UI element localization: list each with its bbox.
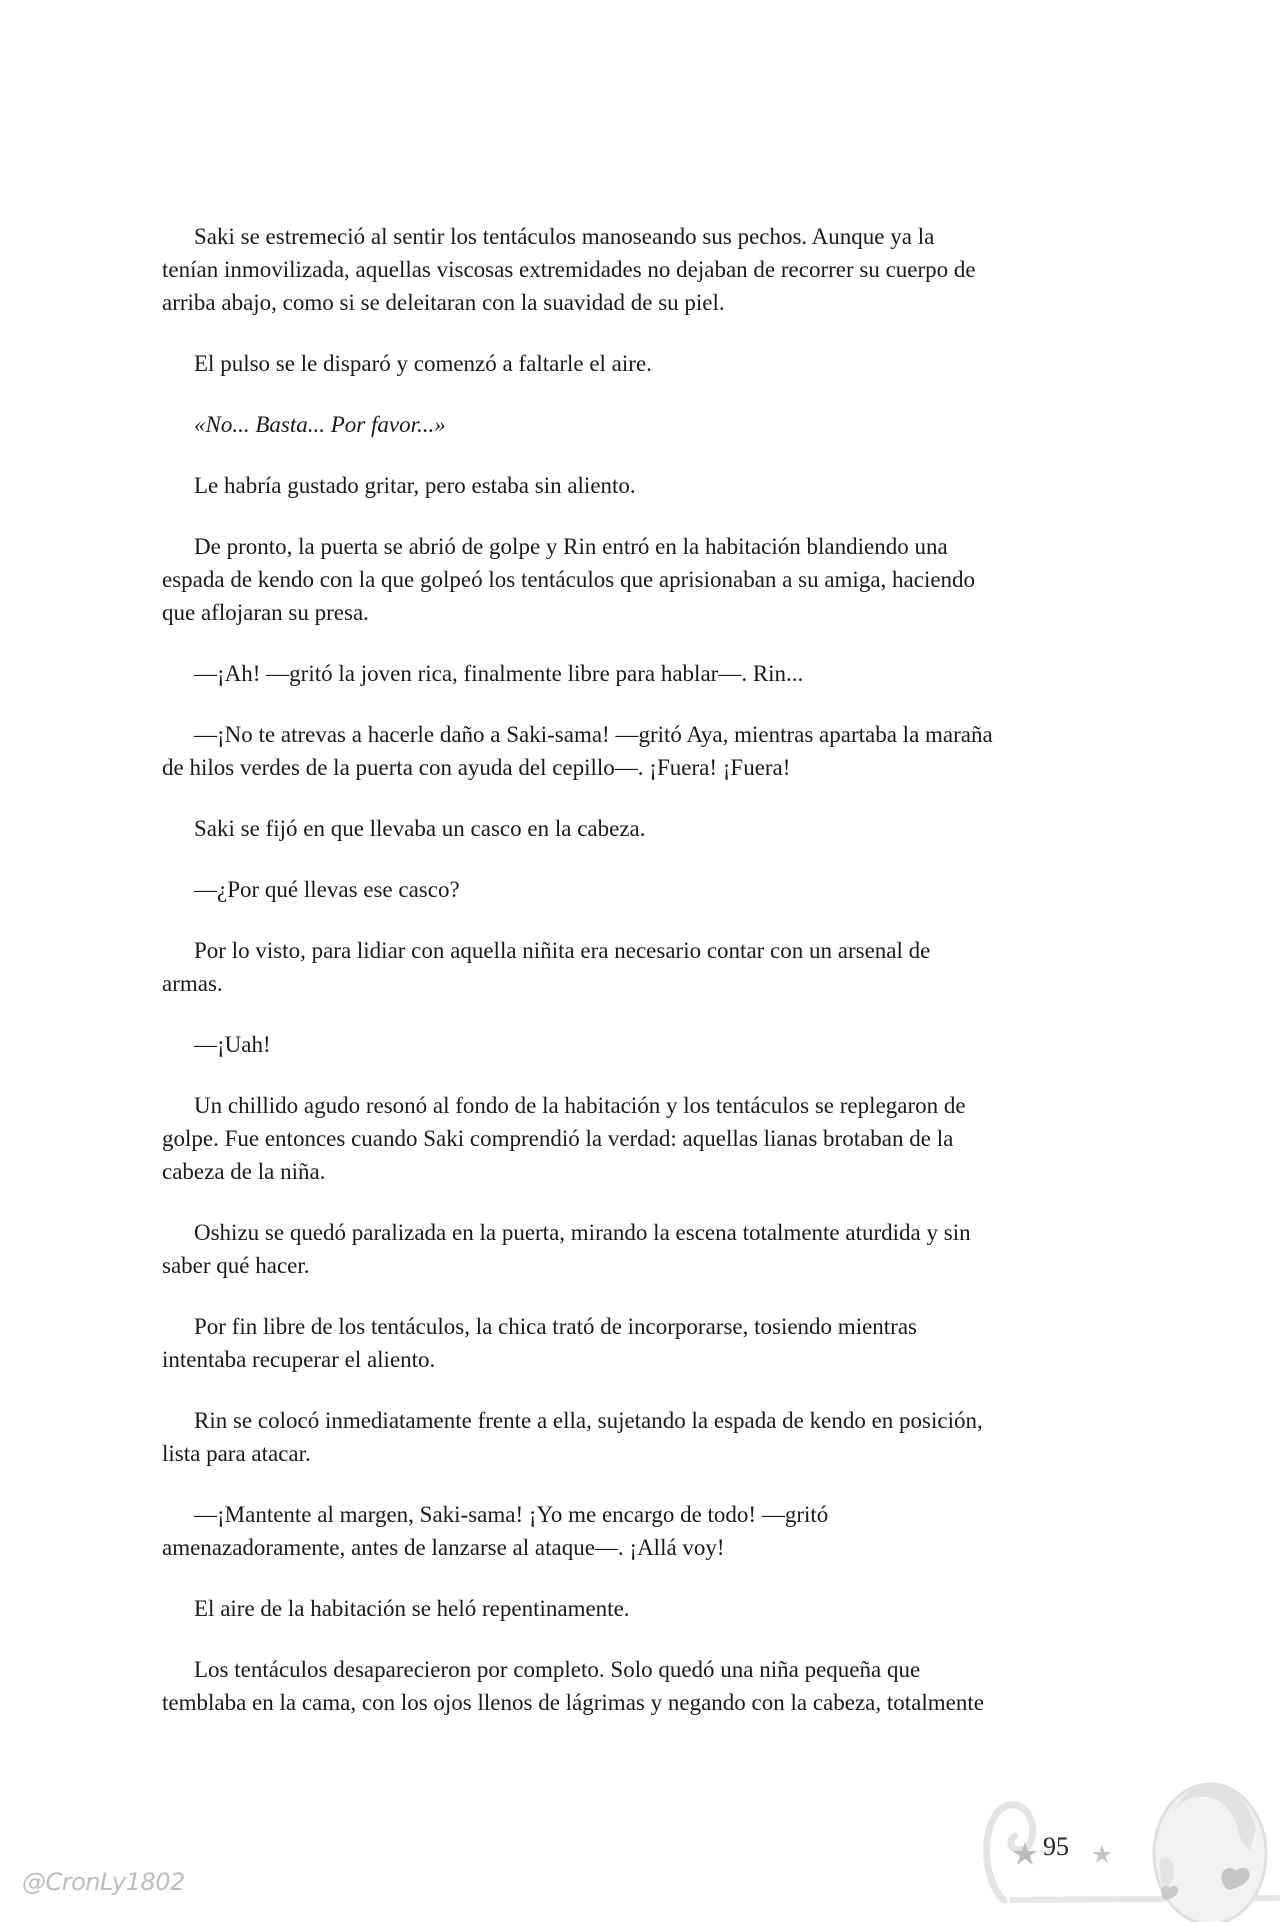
text-line: Por lo visto, para lidiar con aquella niñita era necesario contar con un arsenal de xyxy=(194,938,931,963)
text-line: tenían inmovilizada, aquellas viscosas extremidades no dejaban de recorrer su cuerpo de xyxy=(162,257,976,282)
text-line: armas. xyxy=(162,971,223,996)
text-line: Un chillido agudo resonó al fondo de la habitación y los tentáculos se replegaron de xyxy=(194,1093,966,1118)
paragraph xyxy=(162,347,1122,380)
paragraph xyxy=(162,1028,1122,1061)
paragraph xyxy=(162,1653,1122,1719)
text-line: —¡No te atrevas a hacerle daño a Saki-sama! —gritó Aya, mientras apartaba la maraña xyxy=(194,722,993,747)
paragraph xyxy=(162,1592,1122,1625)
text-line: espada de kendo con la que golpeó los tentáculos que aprisionaban a su amiga, haciendo xyxy=(162,567,976,592)
text-line: intentaba recuperar el aliento. xyxy=(162,1347,436,1372)
paragraph xyxy=(162,873,1122,906)
text-line: Saki se estremeció al sentir los tentáculos manoseando sus pechos. Aunque ya la xyxy=(194,224,935,249)
watermark: @CronLy1802 xyxy=(22,1868,185,1896)
text-line: Oshizu se quedó paralizada en la puerta, mirando la escena totalmente aturdida y sin xyxy=(194,1220,971,1245)
page-body-text xyxy=(162,220,1122,1747)
text-line: El aire de la habitación se heló repentinamente. xyxy=(194,1596,630,1621)
paragraph xyxy=(162,408,1122,441)
paragraph xyxy=(162,1216,1122,1282)
text-line: de hilos verdes de la puerta con ayuda del cepillo—. ¡Fuera! ¡Fuera! xyxy=(162,755,791,780)
text-line: lista para atacar. xyxy=(162,1441,311,1466)
text-line: que aflojaran su presa. xyxy=(162,600,369,625)
text-line: El pulso se le disparó y comenzó a faltarle el aire. xyxy=(194,351,652,376)
paragraph xyxy=(162,718,1122,784)
text-line: —¡Uah! xyxy=(194,1032,271,1057)
paragraph xyxy=(162,657,1122,690)
page-number: 95 xyxy=(1043,1832,1069,1861)
text-line: temblaba en la cama, con los ojos llenos de lágrimas y negando con la cabeza, totalmente xyxy=(162,1690,984,1715)
paragraph xyxy=(162,934,1122,1000)
text-line: Le habría gustado gritar, pero estaba sin aliento. xyxy=(194,473,636,498)
paragraph xyxy=(162,1404,1122,1470)
text-line: De pronto, la puerta se abrió de golpe y Rin entró en la habitación blandiendo una xyxy=(194,534,948,559)
paragraph xyxy=(162,220,1122,319)
globe-icon xyxy=(1154,1784,1266,1922)
text-line: —¡Ah! —gritó la joven rica, finalmente libre para hablar—. Rin... xyxy=(194,661,804,686)
text-line: amenazadoramente, antes de lanzarse al ataque—. ¡Allá voy! xyxy=(162,1535,725,1560)
paragraph xyxy=(162,530,1122,629)
text-line: golpe. Fue entonces cuando Saki comprendió la verdad: aquellas lianas brotaban de la xyxy=(162,1126,954,1151)
text-line: saber qué hacer. xyxy=(162,1253,310,1278)
text-line: arriba abajo, como si se deleitaran con la suavidad de su piel. xyxy=(162,290,725,315)
star-icon xyxy=(1013,1842,1037,1865)
text-line: —¿Por qué llevas ese casco? xyxy=(194,877,460,902)
paragraph xyxy=(162,1498,1122,1564)
text-line: «No... Basta... Por favor...» xyxy=(194,412,446,437)
paragraph xyxy=(162,469,1122,502)
text-line: cabeza de la niña. xyxy=(162,1159,326,1184)
paragraph xyxy=(162,812,1122,845)
text-line: Los tentáculos desaparecieron por completo. Solo quedó una niña pequeña que xyxy=(194,1657,921,1682)
text-line: —¡Mantente al margen, Saki-sama! ¡Yo me encargo de todo! —gritó xyxy=(194,1502,829,1527)
paragraph xyxy=(162,1310,1122,1376)
text-line: Por fin libre de los tentáculos, la chica trató de incorporarse, tosiendo mientras xyxy=(194,1314,917,1339)
paragraph xyxy=(162,1089,1122,1188)
text-line: Rin se colocó inmediatamente frente a ella, sujetando la espada de kendo en posición, xyxy=(194,1408,983,1433)
page-number-ornament xyxy=(960,1770,1280,1922)
star-icon xyxy=(1093,1845,1112,1863)
text-line: Saki se fijó en que llevaba un casco en la cabeza. xyxy=(194,816,646,841)
